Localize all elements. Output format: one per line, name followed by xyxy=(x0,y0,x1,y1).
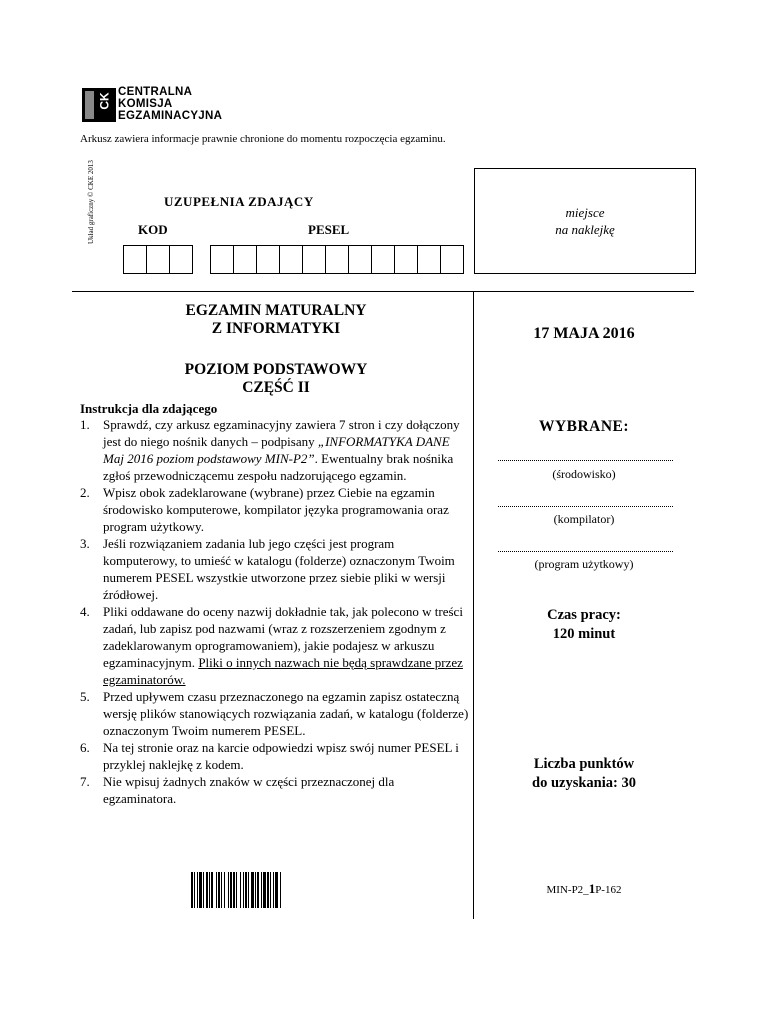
pesel-box[interactable] xyxy=(233,245,257,274)
user-program-label: (program użytkowy) xyxy=(534,557,634,571)
barcode xyxy=(191,872,357,908)
sticker-area xyxy=(474,168,696,274)
instruction-number: 4. xyxy=(80,604,90,619)
exam-date: 17 MAJA 2016 xyxy=(533,325,635,342)
exam-title-line-2: Z INFORMATYKI xyxy=(211,320,341,337)
barcode-bar xyxy=(224,872,225,908)
logo-mark-text: CK xyxy=(97,92,112,110)
cke-logo-mark xyxy=(82,88,116,122)
instruction-item xyxy=(80,603,470,688)
instruction-text-cont: . Ewentualny brak nośnika zgłoś przewodniczącemu zespołu nadzorującego egzamin. xyxy=(103,451,454,483)
instruction-text: Sprawdź, czy arkusz egzaminacyjny zawiera 7 stron i czy dołączony jest do niego nośnik danych – podpisany xyxy=(103,417,460,449)
barcode-bar xyxy=(263,872,266,908)
logo-line-1: CENTRALNA xyxy=(118,86,193,98)
pesel-box[interactable] xyxy=(417,245,441,274)
logo-line-3: EGZAMINACYJNA xyxy=(118,110,223,122)
sticker-line-2: na naklejkę xyxy=(555,222,615,237)
barcode-bar xyxy=(199,872,202,908)
pesel-box[interactable] xyxy=(302,245,326,274)
barcode-bar xyxy=(218,872,220,908)
instruction-number: 1. xyxy=(80,417,90,432)
working-time-label: Czas pracy: xyxy=(547,607,621,623)
pesel-box[interactable] xyxy=(256,245,280,274)
sticker-line-1: miejsce xyxy=(565,205,605,220)
barcode-bar xyxy=(245,872,247,908)
pesel-box[interactable] xyxy=(440,245,464,274)
instruction-number: 7. xyxy=(80,774,90,789)
max-points-label: Liczba punktów xyxy=(533,756,635,772)
vertical-divider xyxy=(473,291,474,919)
working-time xyxy=(474,606,694,644)
kod-label: KOD xyxy=(138,222,168,237)
exam-title-line-1: EGZAMIN MATURALNY xyxy=(185,302,367,319)
pesel-box[interactable] xyxy=(348,245,372,274)
instruction-item xyxy=(80,739,470,773)
instructions-list xyxy=(80,416,470,807)
instruction-text: Pliki oddawane do oceny nazwij dokładnie tak, jak polecono w treści zadań, lub zapisz pod nazwami (wraz z rozszerzeniem zgodnym z zadeklarowanym oprogramowaniem), jakie podajesz w arkuszu egzaminacyjnym. xyxy=(103,604,463,670)
exam-level-line-1: POZIOM PODSTAWOWY xyxy=(184,361,368,378)
pesel-box[interactable] xyxy=(394,245,418,274)
barcode-bar xyxy=(216,872,217,908)
pesel-boxes[interactable] xyxy=(211,245,464,274)
kod-box[interactable] xyxy=(123,245,147,274)
barcode-bar xyxy=(206,872,208,908)
barcode-bar xyxy=(233,872,235,908)
instruction-item xyxy=(80,484,470,535)
barcode-bar xyxy=(243,872,244,908)
barcode-bar xyxy=(228,872,229,908)
exam-code xyxy=(474,881,694,897)
barcode-bar xyxy=(194,872,195,908)
instruction-item xyxy=(80,688,470,739)
instruction-underlined-text: Pliki o innych nazwach nie będą sprawdzane przez egzaminatorów. xyxy=(103,655,463,687)
barcode-bar xyxy=(209,872,210,908)
barcode-bar xyxy=(270,872,271,908)
pesel-label: PESEL xyxy=(308,222,350,237)
instruction-number: 2. xyxy=(80,485,90,500)
exam-code-suffix: P-162 xyxy=(595,884,622,896)
exam-level xyxy=(80,361,472,397)
instruction-text: Przed upływem czasu przeznaczonego na egzamin zapisz ostateczną wersję plików stanowiących rozwiązania zadań, w katalogu (folderze) oznaczonym Twoim numerem PESEL. xyxy=(103,689,469,738)
barcode-bar xyxy=(248,872,249,908)
barcode-bar xyxy=(221,872,222,908)
barcode-bar xyxy=(211,872,213,908)
pesel-box[interactable] xyxy=(210,245,234,274)
instruction-item xyxy=(80,416,470,484)
chosen-heading: WYBRANE: xyxy=(538,418,630,435)
compiler-label: (kompilator) xyxy=(553,512,615,526)
barcode-bar xyxy=(236,872,237,908)
barcode-bar xyxy=(240,872,241,908)
user-program-field[interactable] xyxy=(498,551,673,552)
max-points xyxy=(474,755,694,793)
instruction-text: Jeśli rozwiązaniem zadania lub jego części jest program komputerowy, to umieść w katalogu (folderze) oznaczonym Twoim numerem PESEL wszystkie utworzone przez siebie pliki w wersji źródłowej. xyxy=(103,536,455,602)
instructions-heading: Instrukcja dla zdającego xyxy=(80,401,218,416)
legal-notice: Arkusz zawiera informacje prawnie chronione do momentu rozpoczęcia egzaminu. xyxy=(80,133,446,145)
kod-box[interactable] xyxy=(169,245,193,274)
barcode-bar xyxy=(251,872,254,908)
cke-logo-text xyxy=(118,86,222,122)
barcode-bar xyxy=(203,872,204,908)
form-title: UZUPEŁNIA ZDAJĄCY xyxy=(164,194,314,209)
barcode-bar xyxy=(197,872,198,908)
logo-line-2: KOMISJA xyxy=(118,98,173,110)
kod-boxes[interactable] xyxy=(124,245,193,274)
instruction-number: 3. xyxy=(80,536,90,551)
barcode-bar xyxy=(257,872,259,908)
instruction-item xyxy=(80,535,470,603)
barcode-bar xyxy=(261,872,262,908)
pesel-box[interactable] xyxy=(279,245,303,274)
working-time-value: 120 minut xyxy=(552,626,616,642)
instruction-italic-text: „INFORMATYKA DANE Maj 2016 poziom podstawowy MIN-P2” xyxy=(103,434,450,466)
barcode-bar xyxy=(255,872,256,908)
barcode-bar xyxy=(273,872,274,908)
instruction-text: Wpisz obok zadeklarowane (wybrane) przez Ciebie na egzamin środowisko komputerowe, kompilator języka programowania oraz program użytkowy. xyxy=(103,485,449,534)
compiler-field[interactable] xyxy=(498,506,673,507)
exam-code-prefix: MIN-P2_ xyxy=(546,884,589,896)
instruction-text: Nie wpisuj żadnych znaków w części przeznaczonej dla egzaminatora. xyxy=(103,774,395,806)
horizontal-divider xyxy=(72,291,694,292)
max-points-value: do uzyskania: 30 xyxy=(532,775,636,791)
barcode-bar xyxy=(280,872,281,908)
pesel-box[interactable] xyxy=(325,245,349,274)
pesel-box[interactable] xyxy=(371,245,395,274)
kod-box[interactable] xyxy=(146,245,170,274)
instruction-number: 6. xyxy=(80,740,90,755)
barcode-bar xyxy=(191,872,193,908)
exam-code-bold: 1 xyxy=(588,881,596,896)
exam-level-line-2: CZĘŚĆ II xyxy=(242,379,310,396)
environment-label: (środowisko) xyxy=(552,467,616,481)
barcode-bar xyxy=(275,872,278,908)
barcode-bar xyxy=(267,872,269,908)
instruction-text: Na tej stronie oraz na karcie odpowiedzi wpisz swój numer PESEL i przyklej naklejkę z kodem. xyxy=(103,740,459,772)
exam-title xyxy=(80,302,472,338)
instruction-number: 5. xyxy=(80,689,90,704)
copyright-vertical-note: Układ graficzny © CKE 2013 xyxy=(87,160,95,244)
barcode-bar xyxy=(230,872,232,908)
environment-field[interactable] xyxy=(498,460,673,461)
instruction-item xyxy=(80,773,470,807)
